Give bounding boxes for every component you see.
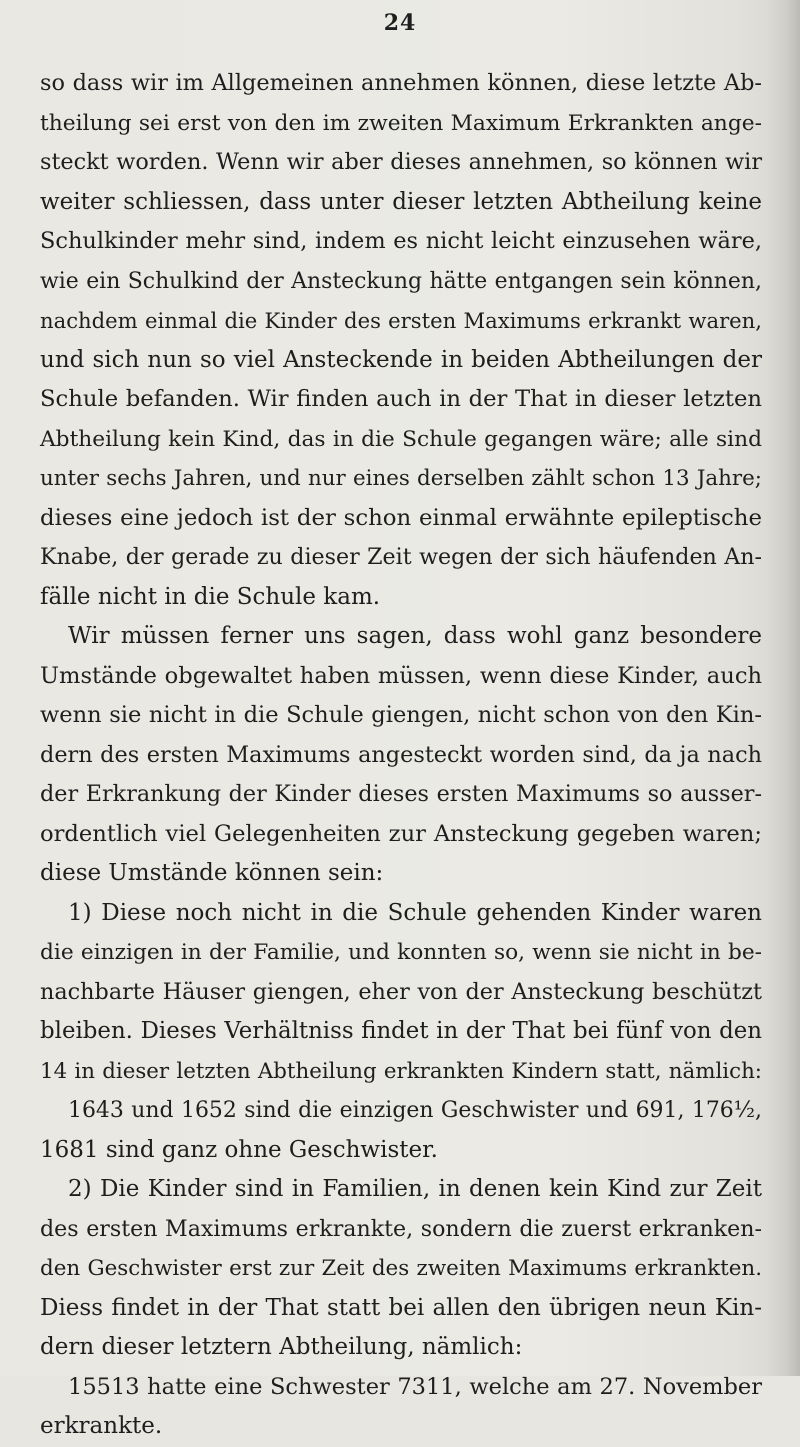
- text-line: ordentlich viel Gelegenheiten zur Ansteckung gegeben waren;: [40, 820, 762, 847]
- text-line: 15513 hatte eine Schwester 7311, welche am 27. November: [68, 1373, 762, 1400]
- page-edge-shadow: [766, 0, 800, 1376]
- text-line: wenn sie nicht in die Schule giengen, nicht schon von den Kin-: [40, 702, 762, 728]
- text-line: diese Umstände können sein:: [40, 860, 384, 886]
- text-line: theilung sei erst von den im zweiten Maximum Erkrankten ange-: [40, 110, 762, 136]
- text-line: 1) Diese noch nicht in die Schule gehenden Kinder waren: [68, 899, 762, 926]
- text-line: bleiben. Dieses Verhältniss findet in der That bei fünf von den: [40, 1018, 762, 1044]
- text-line: nachdem einmal die Kinder des ersten Maximums erkrankt waren,: [40, 308, 762, 333]
- text-line: Umstände obgewaltet haben müssen, wenn diese Kinder, auch: [40, 662, 762, 689]
- text-line: so dass wir im Allgemeinen annehmen können, diese letzte Ab-: [40, 70, 762, 96]
- text-line: Diess findet in der That statt bei allen den übrigen neun Kin-: [40, 1294, 762, 1321]
- text-line: Schulkinder mehr sind, indem es nicht leicht einzusehen wäre,: [40, 228, 762, 254]
- text-line: 1643 und 1652 sind die einzigen Geschwister und 691, 176½,: [68, 1098, 762, 1123]
- text-line: 2) Die Kinder sind in Familien, in denen kein Kind zur Zeit: [68, 1176, 762, 1202]
- text-line: Abtheilung kein Kind, das in die Schule gegangen wäre; alle sind: [40, 426, 762, 452]
- page-number: 24: [383, 10, 417, 36]
- text-line: den Geschwister erst zur Zeit des zweiten Maximums erkrankten.: [40, 1256, 762, 1281]
- text-line: Knabe, der gerade zu dieser Zeit wegen der sich häufenden An-: [40, 544, 762, 570]
- text-line: Schule befanden. Wir finden auch in der That in dieser letzten: [40, 386, 762, 412]
- text-line: dieses eine jedoch ist der schon einmal erwähnte epileptische: [40, 504, 762, 531]
- text-line: weiter schliessen, dass unter dieser letzten Abtheilung keine: [40, 188, 762, 215]
- text-line: dern dieser letztern Abtheilung, nämlich:: [40, 1334, 523, 1360]
- text-line: erkrankte.: [40, 1413, 163, 1439]
- text-line: dern des ersten Maximums angesteckt worden sind, da ja nach: [40, 741, 762, 768]
- text-line: wie ein Schulkind der Ansteckung hätte entgangen sein können,: [40, 268, 762, 294]
- text-line: 14 in dieser letzten Abtheilung erkrankten Kindern statt, nämlich:: [40, 1058, 762, 1084]
- text-line: nachbarte Häuser giengen, eher von der Ansteckung beschützt: [40, 978, 762, 1005]
- text-line: Wir müssen ferner uns sagen, dass wohl ganz besondere: [68, 623, 762, 649]
- text-line: 1681 sind ganz ohne Geschwister.: [40, 1136, 438, 1163]
- text-line: steckt worden. Wenn wir aber dieses annehmen, so können wir: [40, 149, 762, 175]
- text-line: fälle nicht in die Schule kam.: [40, 583, 381, 610]
- text-line: die einzigen in der Familie, und konnten so, wenn sie nicht in be-: [40, 940, 762, 965]
- text-line: der Erkrankung der Kinder dieses ersten Maximums so ausser-: [40, 781, 762, 807]
- body-text: [40, 64, 762, 1447]
- text-line: unter sechs Jahren, und nur eines derselben zählt schon 13 Jahre;: [40, 466, 762, 491]
- text-line: des ersten Maximums erkrankte, sondern die zuerst erkranken-: [40, 1215, 762, 1242]
- text-line: und sich nun so viel Ansteckende in beiden Abtheilungen der: [40, 346, 762, 373]
